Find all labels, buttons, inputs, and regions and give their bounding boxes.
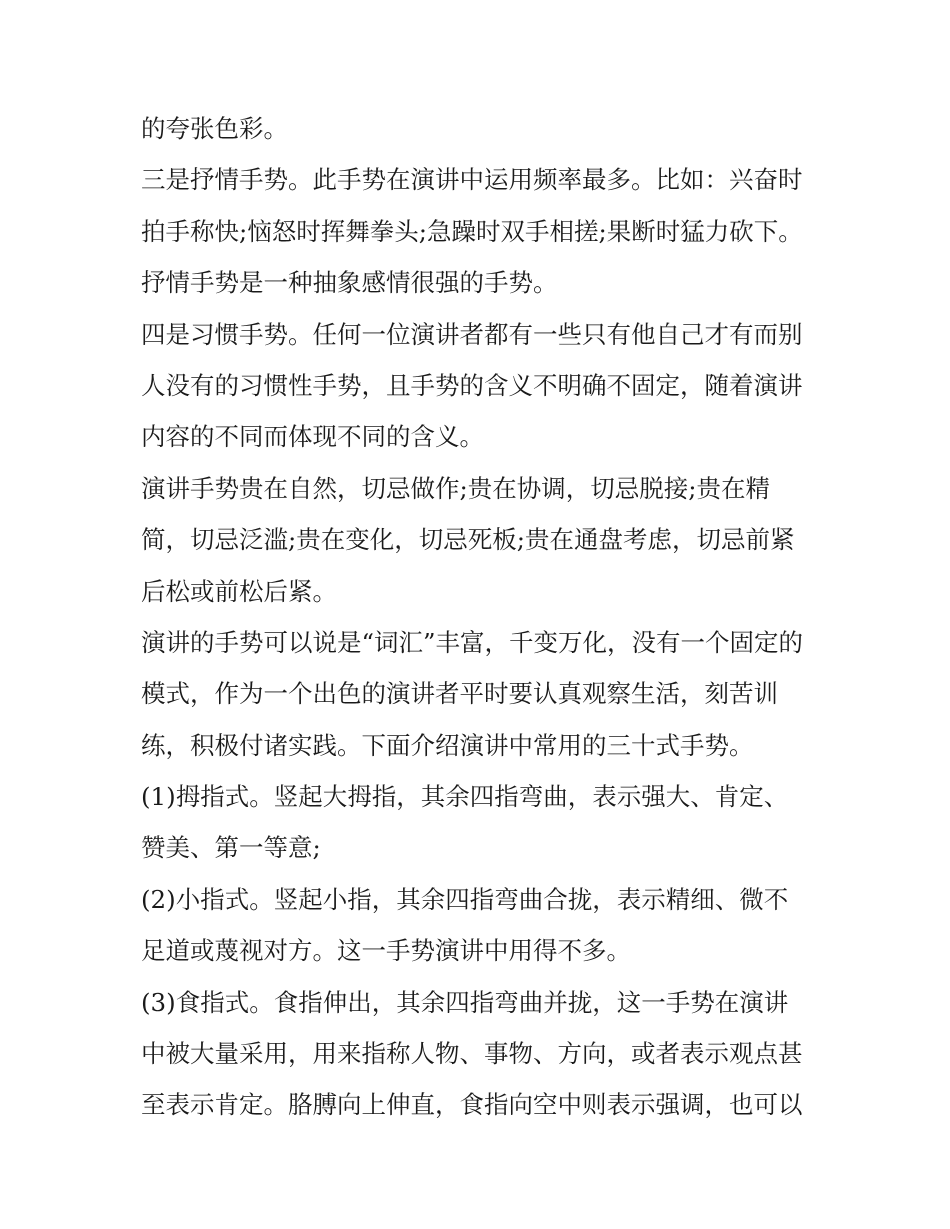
text-line: 足道或蔑视对方。这一手势演讲中用得不多。 <box>141 936 631 966</box>
text-line: (2)小指式。竖起小指，其余四指弯曲合拢，表示精细、微不 <box>141 884 789 914</box>
text-line: 模式，作为一个出色的演讲者平时要认真观察生活，刻苦训 <box>141 679 778 709</box>
text-line: 演讲的手势可以说是“词汇”丰富，千变万化，没有一个固定的 <box>141 627 804 657</box>
text-line: 四是习惯手势。任何一位演讲者都有一些只有他自己才有而别 <box>141 319 803 349</box>
text-line: 演讲手势贵在自然，切忌做作;贵在协调，切忌脱接;贵在精 <box>141 473 771 503</box>
text-line: 三是抒情手势。此手势在演讲中运用频率最多。比如：兴奋时 <box>141 165 803 195</box>
document-body <box>141 103 821 1131</box>
text-line: 中被大量采用，用来指称人物、事物、方向，或者表示观点甚 <box>141 1039 803 1069</box>
text-line: 抒情手势是一种抽象感情很强的手势。 <box>141 268 558 298</box>
text-line: 的夸张色彩。 <box>141 114 288 143</box>
text-line: 后松或前松后紧。 <box>141 576 337 606</box>
text-line: (3)食指式。食指伸出，其余四指弯曲并拢，这一手势在演讲 <box>141 987 789 1017</box>
text-line: 拍手称快;恼怒时挥舞拳头;急躁时双手相搓;果断时猛力砍下。 <box>141 216 803 246</box>
text-line: 赞美、第一等意; <box>141 833 321 863</box>
text-line: 简，切忌泛滥;贵在变化，切忌死板;贵在通盘考虑，切忌前紧 <box>141 525 795 555</box>
text-line: 人没有的习惯性手势，且手势的含义不明确不固定，随着演讲 <box>141 370 803 400</box>
text-line: 至表示肯定。胳膊向上伸直，食指向空中则表示强调，也可以 <box>141 1090 803 1120</box>
text-line: 练，积极付诸实践。下面介绍演讲中常用的三十式手势。 <box>141 730 754 760</box>
text-line: (1)拇指式。竖起大拇指，其余四指弯曲，表示强大、肯定、 <box>141 782 789 812</box>
text-line: 内容的不同而体现不同的含义。 <box>141 422 484 452</box>
